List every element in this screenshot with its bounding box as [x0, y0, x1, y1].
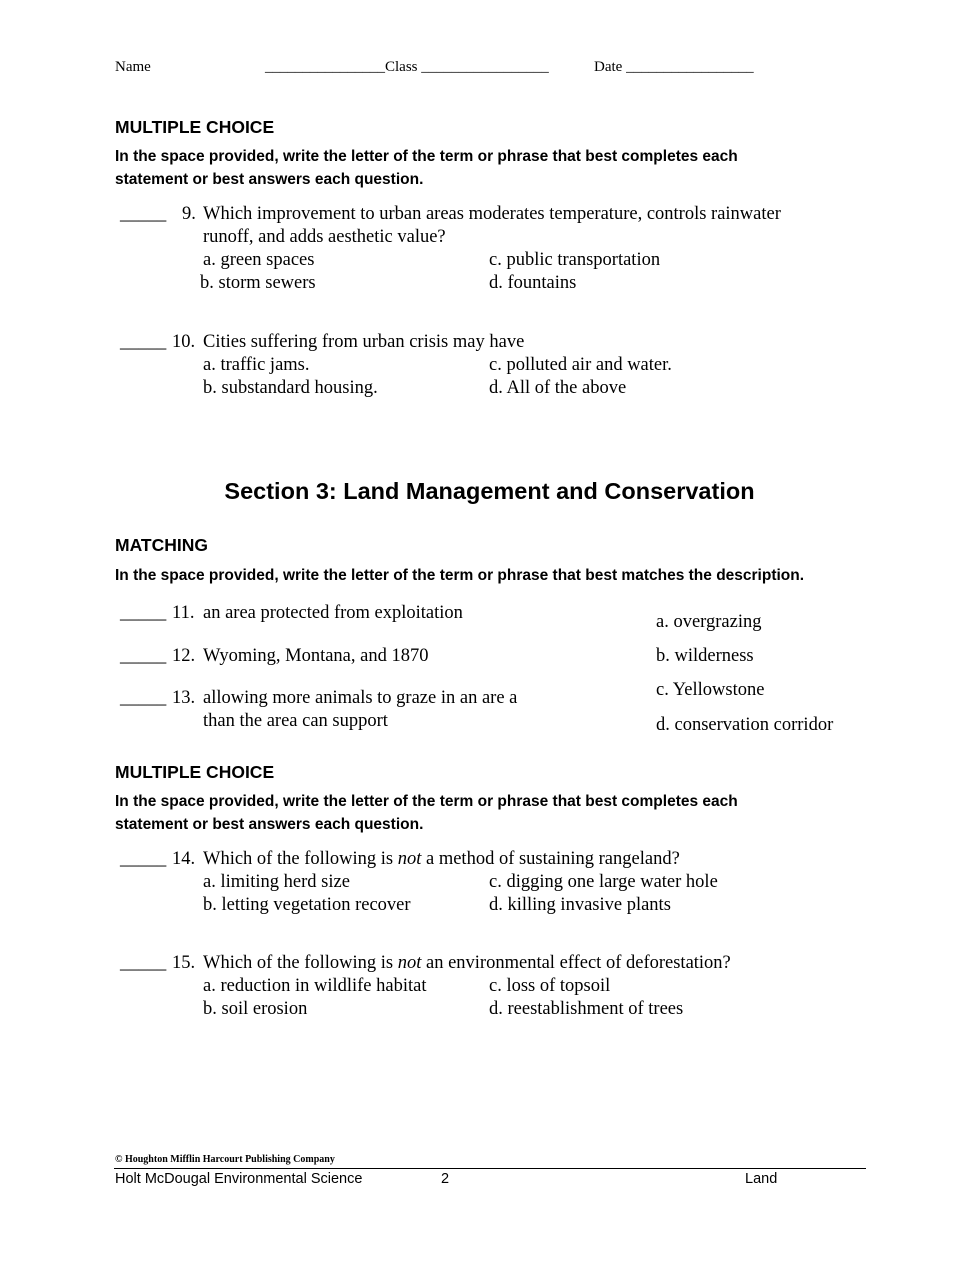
text-emphasis: not — [397, 849, 422, 869]
text-pre: Which of the following is — [203, 849, 398, 869]
term-b: b. wilderness — [656, 646, 754, 666]
footer-divider — [114, 1168, 866, 1169]
option-c: c. loss of topsoil — [489, 976, 611, 996]
item-text: allowing more animals to graze in an are a — [203, 688, 518, 708]
matching-heading: MATCHING — [115, 535, 208, 555]
question-text — [203, 850, 680, 869]
question-number: 15. — [172, 953, 196, 973]
option-c: c. polluted air and water. — [489, 355, 672, 375]
section-title: Section 3: Land Management and Conservation — [224, 478, 755, 504]
question-text: Cities suffering from urban crisis may have — [203, 332, 525, 352]
answer-blank[interactable]: _____ — [120, 646, 167, 666]
mc-instructions-2: statement or best answers each question. — [115, 171, 424, 188]
option-d: d. reestablishment of trees — [489, 999, 684, 1019]
answer-blank[interactable]: _____ — [120, 332, 167, 352]
question-text — [203, 954, 731, 973]
date-field: Date _________________ — [594, 59, 754, 75]
option-b: b. substandard housing. — [203, 378, 378, 398]
mc-instructions-2: statement or best answers each question. — [115, 816, 424, 833]
item-number: 13. — [172, 688, 196, 708]
answer-blank[interactable]: _____ — [120, 688, 167, 708]
answer-blank[interactable]: _____ — [120, 204, 167, 224]
question-number: 14. — [172, 849, 196, 869]
option-b: b. letting vegetation recover — [203, 895, 411, 915]
mc-heading-2: MULTIPLE CHOICE — [115, 762, 275, 782]
text-pre: Which of the following is — [203, 953, 398, 973]
mc-instructions: In the space provided, write the letter of the term or phrase that best completes each — [115, 793, 738, 810]
mc-heading: MULTIPLE CHOICE — [115, 117, 275, 137]
matching-instructions: In the space provided, write the letter of the term or phrase that best matches the description. — [115, 567, 805, 584]
option-d: d. All of the above — [489, 378, 627, 398]
option-c: c. public transportation — [489, 250, 661, 270]
question-number: 9. — [182, 204, 196, 224]
copyright: © Houghton Mifflin Harcourt Publishing Company — [115, 1154, 335, 1165]
option-d: d. killing invasive plants — [489, 895, 671, 915]
option-b: b. soil erosion — [203, 999, 308, 1019]
answer-blank[interactable]: _____ — [120, 953, 167, 973]
footer-chapter: Land — [745, 1171, 778, 1187]
term-d: d. conservation corridor — [656, 715, 834, 735]
question-text-2: runoff, and adds aesthetic value? — [203, 227, 446, 247]
text-post: an environmental effect of deforestation? — [421, 953, 731, 973]
text-post: a method of sustaining rangeland? — [421, 849, 680, 869]
option-b: b. storm sewers — [200, 273, 316, 293]
option-a: a. limiting herd size — [203, 872, 350, 892]
name-label: Name — [115, 59, 151, 75]
mc-instructions: In the space provided, write the letter of the term or phrase that best completes each — [115, 148, 738, 165]
option-c: c. digging one large water hole — [489, 872, 718, 892]
page-number: 2 — [441, 1171, 450, 1187]
answer-blank[interactable]: _____ — [120, 849, 167, 869]
option-a: a. green spaces — [203, 250, 315, 270]
item-text-2: than the area can support — [203, 711, 388, 731]
item-number: 12. — [172, 646, 196, 666]
footer-book-title: Holt McDougal Environmental Science — [115, 1171, 363, 1187]
option-d: d. fountains — [489, 273, 577, 293]
option-a: a. traffic jams. — [203, 355, 310, 375]
term-c: c. Yellowstone — [656, 680, 765, 700]
class-field: ________________Class _________________ — [265, 59, 549, 75]
option-a: a. reduction in wildlife habitat — [203, 976, 427, 996]
question-text: Which improvement to urban areas moderates temperature, controls rainwater — [203, 204, 781, 224]
term-a: a. overgrazing — [656, 612, 762, 632]
text-emphasis: not — [397, 953, 422, 973]
question-number: 10. — [172, 332, 196, 352]
item-text: Wyoming, Montana, and 1870 — [203, 646, 429, 666]
item-text: an area protected from exploitation — [203, 603, 463, 623]
answer-blank[interactable]: _____ — [120, 603, 167, 623]
item-number: 11. — [172, 603, 195, 623]
